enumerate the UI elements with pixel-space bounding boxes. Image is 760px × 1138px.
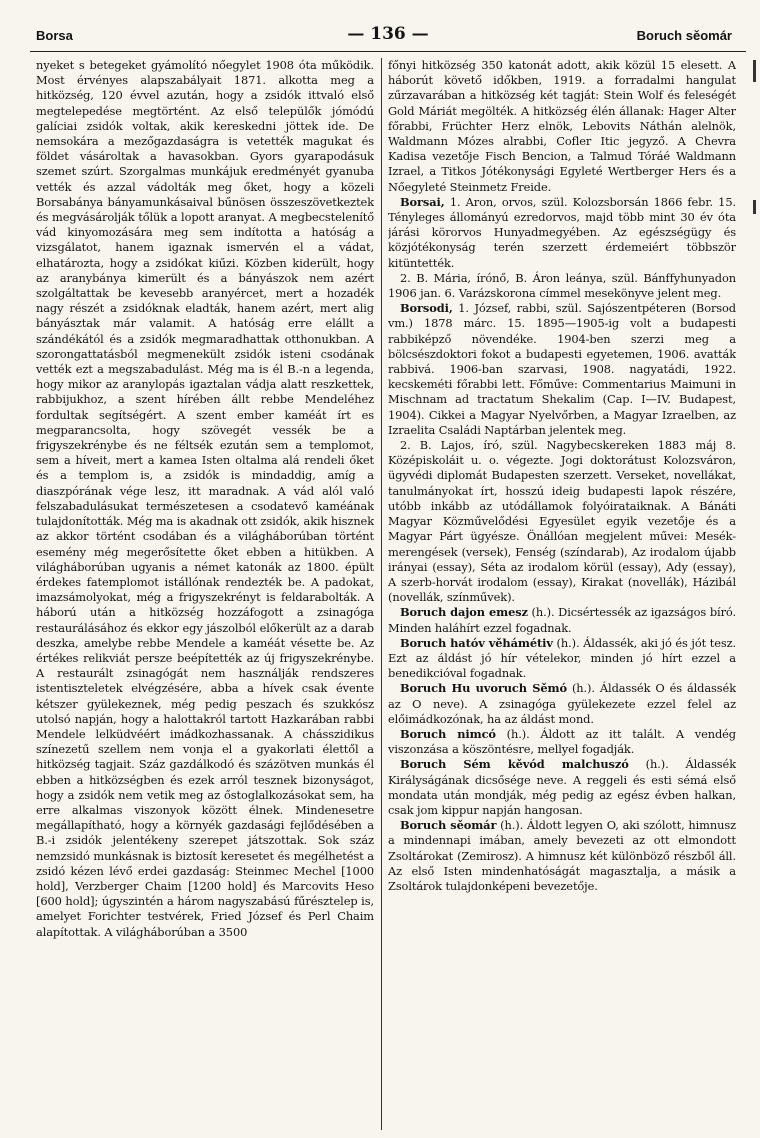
header-divider <box>30 51 746 52</box>
dictionary-entry <box>388 818 736 894</box>
dictionary-entry <box>388 301 736 438</box>
entry-headword: Borsodi, <box>400 301 453 316</box>
entry-text: 1. József, rabbi, szül. Sajószentpéteren (Borsod vm.) 1878 márc. 15. 1895—1905-ig volt a budapesti rabbiképző növendéke. 1904-ben szerzi meg a bölcsészdoktori fokot a budapesti egyetemen, 1906. avatták rabbivá. 1906-ban szarvasi, 1908. nagyatádi, 1922. kecskeméti főrabbi lett. Főműve: Commentarius Maimuni in Mischnam ad tractatum Shekalim (Cap. I—IV. Budapest, 1904). Cikkei a Magyar Nyelvőrben, a Magyar Izraelben, az Izraelita Családi Naptárban jelentek meg. <box>388 301 736 437</box>
entry-text: főnyi hitközség 350 katonát adott, akik közül 15 elesett. A háborút követő időkben, 1919. a forradalmi hangulat zűrzavarában a hitközség két tagját: Stein Wolf és feleségét Gold Máriát megölték. A hitközség élén állanak: Hager Alter főrabbi, Früchter Herz elnök, Lebovits Náthán alelnök, Waldmann Mózes alrabbi, Cofler Itic jegyző. A Chevra Kadisa vezetője Fisch Bencion, a Talmud Tóráé Waldmann Izrael, a Titkos Jótékonysági Egyleté Wertberger Hers és a Nőegyleté Steinmetz Freide. <box>388 58 736 194</box>
entry-text: (h.). Áldassék, aki jó és jót tesz. Ezt az áldást jó hír vételekor, minden jó hírt ezzel a benedikcióval fogadnak. <box>388 635 736 681</box>
running-header <box>30 24 746 48</box>
entry-headword: Boruch dajon emesz <box>400 605 528 620</box>
entry-text: 2. B. Lajos, író, szül. Nagybecskereken 1883 máj 8. Középiskoláit u. o. végezte. Jogi doktorátust Kolozsváron, ügyvédi diplomát Budapesten szerzett. Verseket, novellákat, tanulmányokat írt, hosszú ideig budapesti lapok részére, utóbb inkább az utódállamok folyóirataiknak. A Bánáti Magyar Közművelődési Egyesület egyik vezetője és a Magyar Párt ügyésze. Önállóan megjelent művei: Mesék-merengések (versek), Fenség (színdarab), Az irodalom újabb irányai (essay), Séta az irodalom körül (essay), Ady (essay), A szerb-horvát irodalom (essay), Kirakat (novellák), Házibál (novellák, színművek). <box>388 438 736 605</box>
left-text-column <box>36 58 374 1132</box>
dictionary-entry <box>388 605 736 635</box>
page-edge-mark <box>753 60 756 82</box>
body-paragraph <box>388 271 736 301</box>
entry-text: (h.). Áldassék O és áldassék az O neve). A zsinagóga gyülekezete ezzel felel az előimádkozónak, ha az áldást mond. <box>388 681 736 726</box>
page-number: — 136 — <box>347 24 429 44</box>
entry-text: 1. Aron, orvos, szül. Kolozsborsán 1866 febr. 15. Tényleges állományú ezredorvos, majd több mint 30 év óta járási körorvos Hunyadmegyében. Az egészségügy és közjótékonyság terén szerzett érdemeiért többször kitüntették. <box>388 194 736 270</box>
entry-text: 2. B. Mária, írónő, B. Áron leánya, szül. Bánffyhunyadon 1906 jan. 6. Varázskorona címmel mesekönyve jelent meg. <box>388 270 736 301</box>
dictionary-entry <box>388 757 736 818</box>
entry-headword: Boruch sěomár <box>400 818 497 833</box>
entry-text: (h.). Áldott legyen O, aki szólott, himnusz a mindennapi imában, amely bevezeti az ott elmondott Zsoltárokat (Zemirosz). A himnusz két különböző részből áll. Az első Isten mindenhatóságát magasztalja, a másik a Zsoltárok tulajdonképeni bevezetője. <box>388 818 736 893</box>
body-paragraph <box>388 58 736 195</box>
entry-text: (h.). Áldassék Királyságának dicsősége neve. A reggeli és esti sémá első mondata után mondják, még pedig az egész évben halkan, csak jom kippur napján hangosan. <box>388 757 736 817</box>
dictionary-entry <box>388 636 736 682</box>
entry-headword: Boruch hatóv věhámétiv <box>400 635 553 650</box>
entry-text: (h.). Áldott az itt talált. A vendég viszonzása a köszöntésre, mellyel fogadják. <box>388 726 736 757</box>
page-edge-mark <box>753 200 756 214</box>
body-paragraph <box>388 438 736 605</box>
entry-headword: Borsai, <box>400 194 445 209</box>
body-paragraph: nyeket s betegeket gyámolító nőegylet 1908 óta működik. Most érvényes alapszabályait 1871. alkotta meg a hitközség, 120 évvel azután, hogy a zsidók ittvaló első megtelepedése megtörtént. Az első települők jómódú galíciai zsidók voltak, akik kereskedni jöttek ide. De nemsokára a mezőgazdaságra is vetették magukat és földet vásároltak a havasokban. Gyors gyarapodásuk szemet szúrt. Szorgalmas munkájuk eredményét gyanuba vették és azzal vádolták meg őket, hogy a közeli Borsabánya bányamunkásaival bűnösen összeszövetkeztek és megvásárolják tőlük a lopott aranyat. A megbecstelenítő vád kinyomozására meg sem indította a hatóság a vizsgálatot, hanem igaznak ismervén el a vádat, elhatározta, hogy a zsidókat kiűzi. Közben kiderült, hogy az aranybánya kimerült és a bányászok nem azért szolgáltattak be kevesebb aranyércet, mert a hozadék nagy részét a zsidóknak eladták, hanem azért, mert alig bányásztak már valamit. A hatóság erre elállt a szándékától és a zsidók megmaradhattak otthonukban. A szorongattatásból megmenekült zsidók isteni csodának vették ezt a megszabadulást. Még ma is él B.-n a legenda, hogy mikor az aranylopás igaztalan vádja alatt reszkettek, rabbijukhoz, a szent hírében állt rebbe Mendeléhez fordultak segítségért. A szent ember kaméát írt es megparancsolta, hogy szövegét vessék be a frigyszekrénybe és ne féltsék ezután sem a templomot, sem a híveit, mert a kamea Isten oltalma alá rendeli őket és a templom is, a zsidók is mindaddig, amíg a diaszpórának vége lesz, itt maradnak. A vád alól való felszabadulásukat természetesen a csodatevő kaméának tulajdonították. Még ma is akadnak ott zsidók, akik hisznek az akkor történt csodában és a világháborúban történt esemény még megerősítette őket ebben a hitükben. A világháborúban ugyanis a német katonák az 1800. épült érdekes fatemplomot istállónak rendezték be. A padokat, imazsámolyokat, még a frigyszekrényt is feldarabolták. A háború után a hitközség hozzáfogott a zsinagóga restaurálásához és ekkor egy jászolból előkerült az a darab deszka, amelybe rebbe Mendele a kaméát vésette be. Az értékes relikviát persze beépítették az új frigyszekrénybe. A restaurált zsinagógát nem használják rendszeres istentiszteletek elvégzésére, abba a hívek csak évente kétszer gyülekeznek, még pedig peszach és szukkósz utolsó napján, hogy a halottakról tartott Hazkarában rabbi Mendele lelküdvéért imádkozhassanak. A chásszidikus színezetű szellem nem vonja el a gyakorlati élettől a hitközség tagjait. Száz gazdálkodó és százötven munkás él ebben a hitközségben és ezek arról tesznek bizonyságot, hogy a zsidók nem vetik meg az őstoglalkozásokat sem, ha erre alkalmas viszonyok között élnek. Mindenesetre megállapítható, hogy a környék gazdasági fejlődésében a B.-i zsidók jelentékeny szerepet játszottak. Sok száz nemzsidó munkásnak is biztosít keresetet és megélhetést a zsidó kézen lévő erdei gazdaság: Steinmec Mechel [1000 hold], Verzberger Chaim [1200 hold] és Marcovits Heso [600 hold]; úgyszintén a három nagyszabású fűrésztelep is, amelyet Forichter testvérek, Fried József és Perl Chaim alapítottak. A világháborúban a 3500 <box>36 58 374 939</box>
entry-headword: Boruch Sém kěvód malchuszó <box>400 757 629 772</box>
entry-headword: Boruch nimcó <box>400 726 496 741</box>
column-divider <box>381 58 382 1130</box>
dictionary-entry <box>388 727 736 757</box>
right-text-column <box>388 58 736 1132</box>
entry-headword: Boruch Hu uvoruch Sěmó <box>400 681 567 696</box>
dictionary-entry <box>388 195 736 271</box>
header-right-term: Boruch sěomár <box>636 28 732 43</box>
header-left-term: Borsa <box>36 28 73 43</box>
dictionary-entry <box>388 681 736 727</box>
entry-text: (h.). Dicsértessék az igazságos bíró. Minden haláhírt ezzel fogadnak. <box>388 605 736 635</box>
